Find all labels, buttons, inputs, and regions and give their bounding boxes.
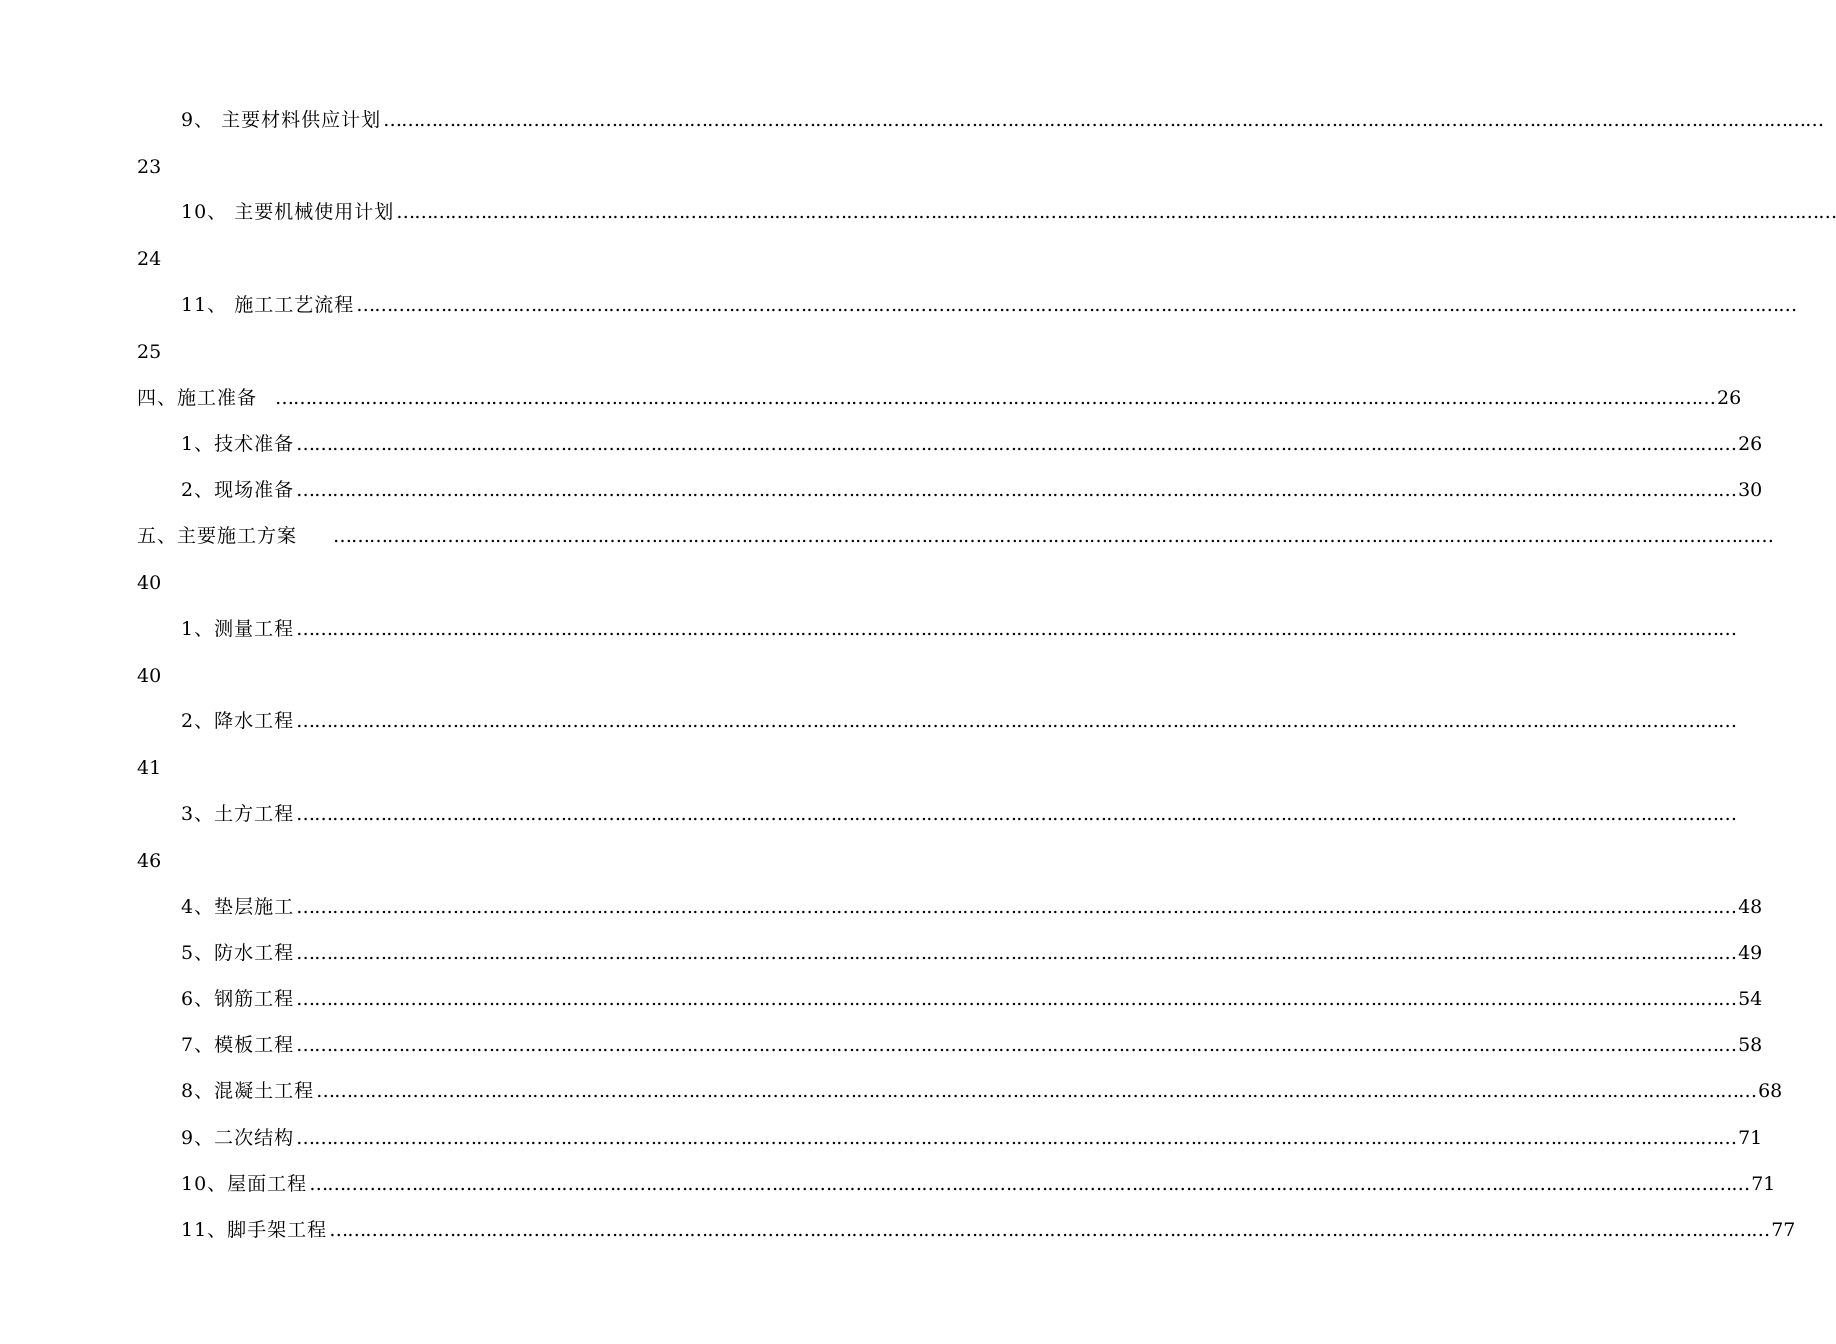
toc-entry[interactable] [0, 523, 1774, 549]
toc-entry[interactable] [0, 986, 1763, 1012]
toc-entry[interactable] [0, 940, 1763, 966]
toc-page-number: 54 [1738, 988, 1763, 1010]
toc-label: 1、测量工程 [181, 618, 295, 640]
toc-label: 9、 主要材料供应计划 [181, 109, 382, 131]
toc-leader: …………………………………………………………………………………………………………………………………………………………………………………………………………………… [296, 710, 1737, 732]
toc-entry[interactable] [0, 616, 1737, 642]
toc-entry[interactable] [0, 431, 1763, 457]
toc-leader: …………………………………………………………………………………………………………………………………………………………………………………………………………………… [356, 294, 1797, 316]
toc-label: 11、脚手架工程 [181, 1219, 328, 1241]
toc-leader: …………………………………………………………………………………………………………………………………………………………………………………………………………………… [329, 1219, 1770, 1241]
toc-label: 2、降水工程 [181, 710, 295, 732]
toc-leader: …………………………………………………………………………………………………………………………………………………………………………………………………………………… [296, 942, 1737, 964]
toc-leader: …………………………………………………………………………………………………………………………………………………………………………………………………………………… [296, 988, 1737, 1010]
toc-page-number: 25 [137, 341, 162, 363]
toc-page-number: 71 [1751, 1173, 1776, 1195]
toc-page-number: 77 [1771, 1219, 1796, 1241]
toc-entry[interactable] [0, 477, 1763, 503]
toc-entry[interactable] [0, 107, 1824, 133]
toc-page-number: 49 [1738, 942, 1763, 964]
toc-label: 4、垫层施工 [181, 896, 295, 918]
toc-entry[interactable] [0, 708, 1737, 734]
toc-page-number: 26 [1717, 387, 1742, 409]
toc-label: 四、施工准备 [137, 387, 258, 409]
toc-page-number: 68 [1758, 1080, 1783, 1102]
toc-label: 9、二次结构 [181, 1127, 295, 1149]
toc-label: 7、模板工程 [181, 1034, 295, 1056]
toc-page-number: 41 [137, 757, 162, 779]
toc-leader: …………………………………………………………………………………………………………………………………………………………………………………………………………………… [296, 618, 1737, 640]
toc-label: 2、现场准备 [181, 479, 295, 501]
toc-leader: …………………………………………………………………………………………………………………………………………………………………………………………………………………… [333, 525, 1774, 547]
toc-leader: …………………………………………………………………………………………………………………………………………………………………………………………………………………… [296, 1127, 1737, 1149]
toc-label: 10、 主要机械使用计划 [181, 201, 395, 223]
toc-label: 8、混凝土工程 [181, 1080, 315, 1102]
toc-leader: …………………………………………………………………………………………………………………………………………………………………………………………………………………… [296, 803, 1737, 825]
toc-page-number: 30 [1738, 479, 1763, 501]
toc-entry[interactable] [0, 1217, 1796, 1243]
toc-entry[interactable] [0, 1078, 1783, 1104]
toc-entry[interactable] [0, 894, 1763, 920]
toc-label: 3、土方工程 [181, 803, 295, 825]
toc-page-number: 48 [1738, 896, 1763, 918]
toc-entry[interactable] [0, 1032, 1763, 1058]
toc-label: 五、主要施工方案 [137, 525, 298, 547]
toc-page-number: 24 [137, 248, 162, 270]
toc-page-number: 71 [1738, 1127, 1763, 1149]
toc-entry[interactable] [0, 199, 1836, 225]
toc-page-number: 40 [137, 665, 162, 687]
toc-page-number: 26 [1738, 433, 1763, 455]
toc-entry[interactable] [0, 1171, 1776, 1197]
toc-label: 5、防水工程 [181, 942, 295, 964]
toc-leader: …………………………………………………………………………………………………………………………………………………………………………………………………………………… [275, 387, 1716, 409]
toc-page-number: 46 [137, 850, 162, 872]
toc-leader: …………………………………………………………………………………………………………………………………………………………………………………………………………………… [296, 896, 1737, 918]
toc-label: 11、 施工工艺流程 [181, 294, 355, 316]
toc-entry[interactable] [0, 801, 1737, 827]
toc-leader: …………………………………………………………………………………………………………………………………………………………………………………………………………………… [383, 109, 1824, 131]
toc-entry[interactable] [0, 292, 1797, 318]
toc-leader: …………………………………………………………………………………………………………………………………………………………………………………………………………………… [296, 479, 1737, 501]
toc-leader: …………………………………………………………………………………………………………………………………………………………………………………………………………………… [296, 1034, 1737, 1056]
toc-label: 10、屋面工程 [181, 1173, 308, 1195]
toc-label: 1、技术准备 [181, 433, 295, 455]
toc-leader: …………………………………………………………………………………………………………………………………………………………………………………………………………………… [396, 201, 1836, 223]
toc-page-number: 40 [137, 572, 162, 594]
toc-leader: …………………………………………………………………………………………………………………………………………………………………………………………………………………… [309, 1173, 1750, 1195]
toc-entry[interactable] [0, 385, 1742, 411]
toc-leader: …………………………………………………………………………………………………………………………………………………………………………………………………………………… [296, 433, 1737, 455]
toc-leader: …………………………………………………………………………………………………………………………………………………………………………………………………………………… [316, 1080, 1757, 1102]
toc-label: 6、钢筋工程 [181, 988, 295, 1010]
toc-entry[interactable] [0, 1125, 1763, 1151]
toc-page-number: 58 [1738, 1034, 1763, 1056]
toc-page-number: 23 [137, 156, 162, 178]
